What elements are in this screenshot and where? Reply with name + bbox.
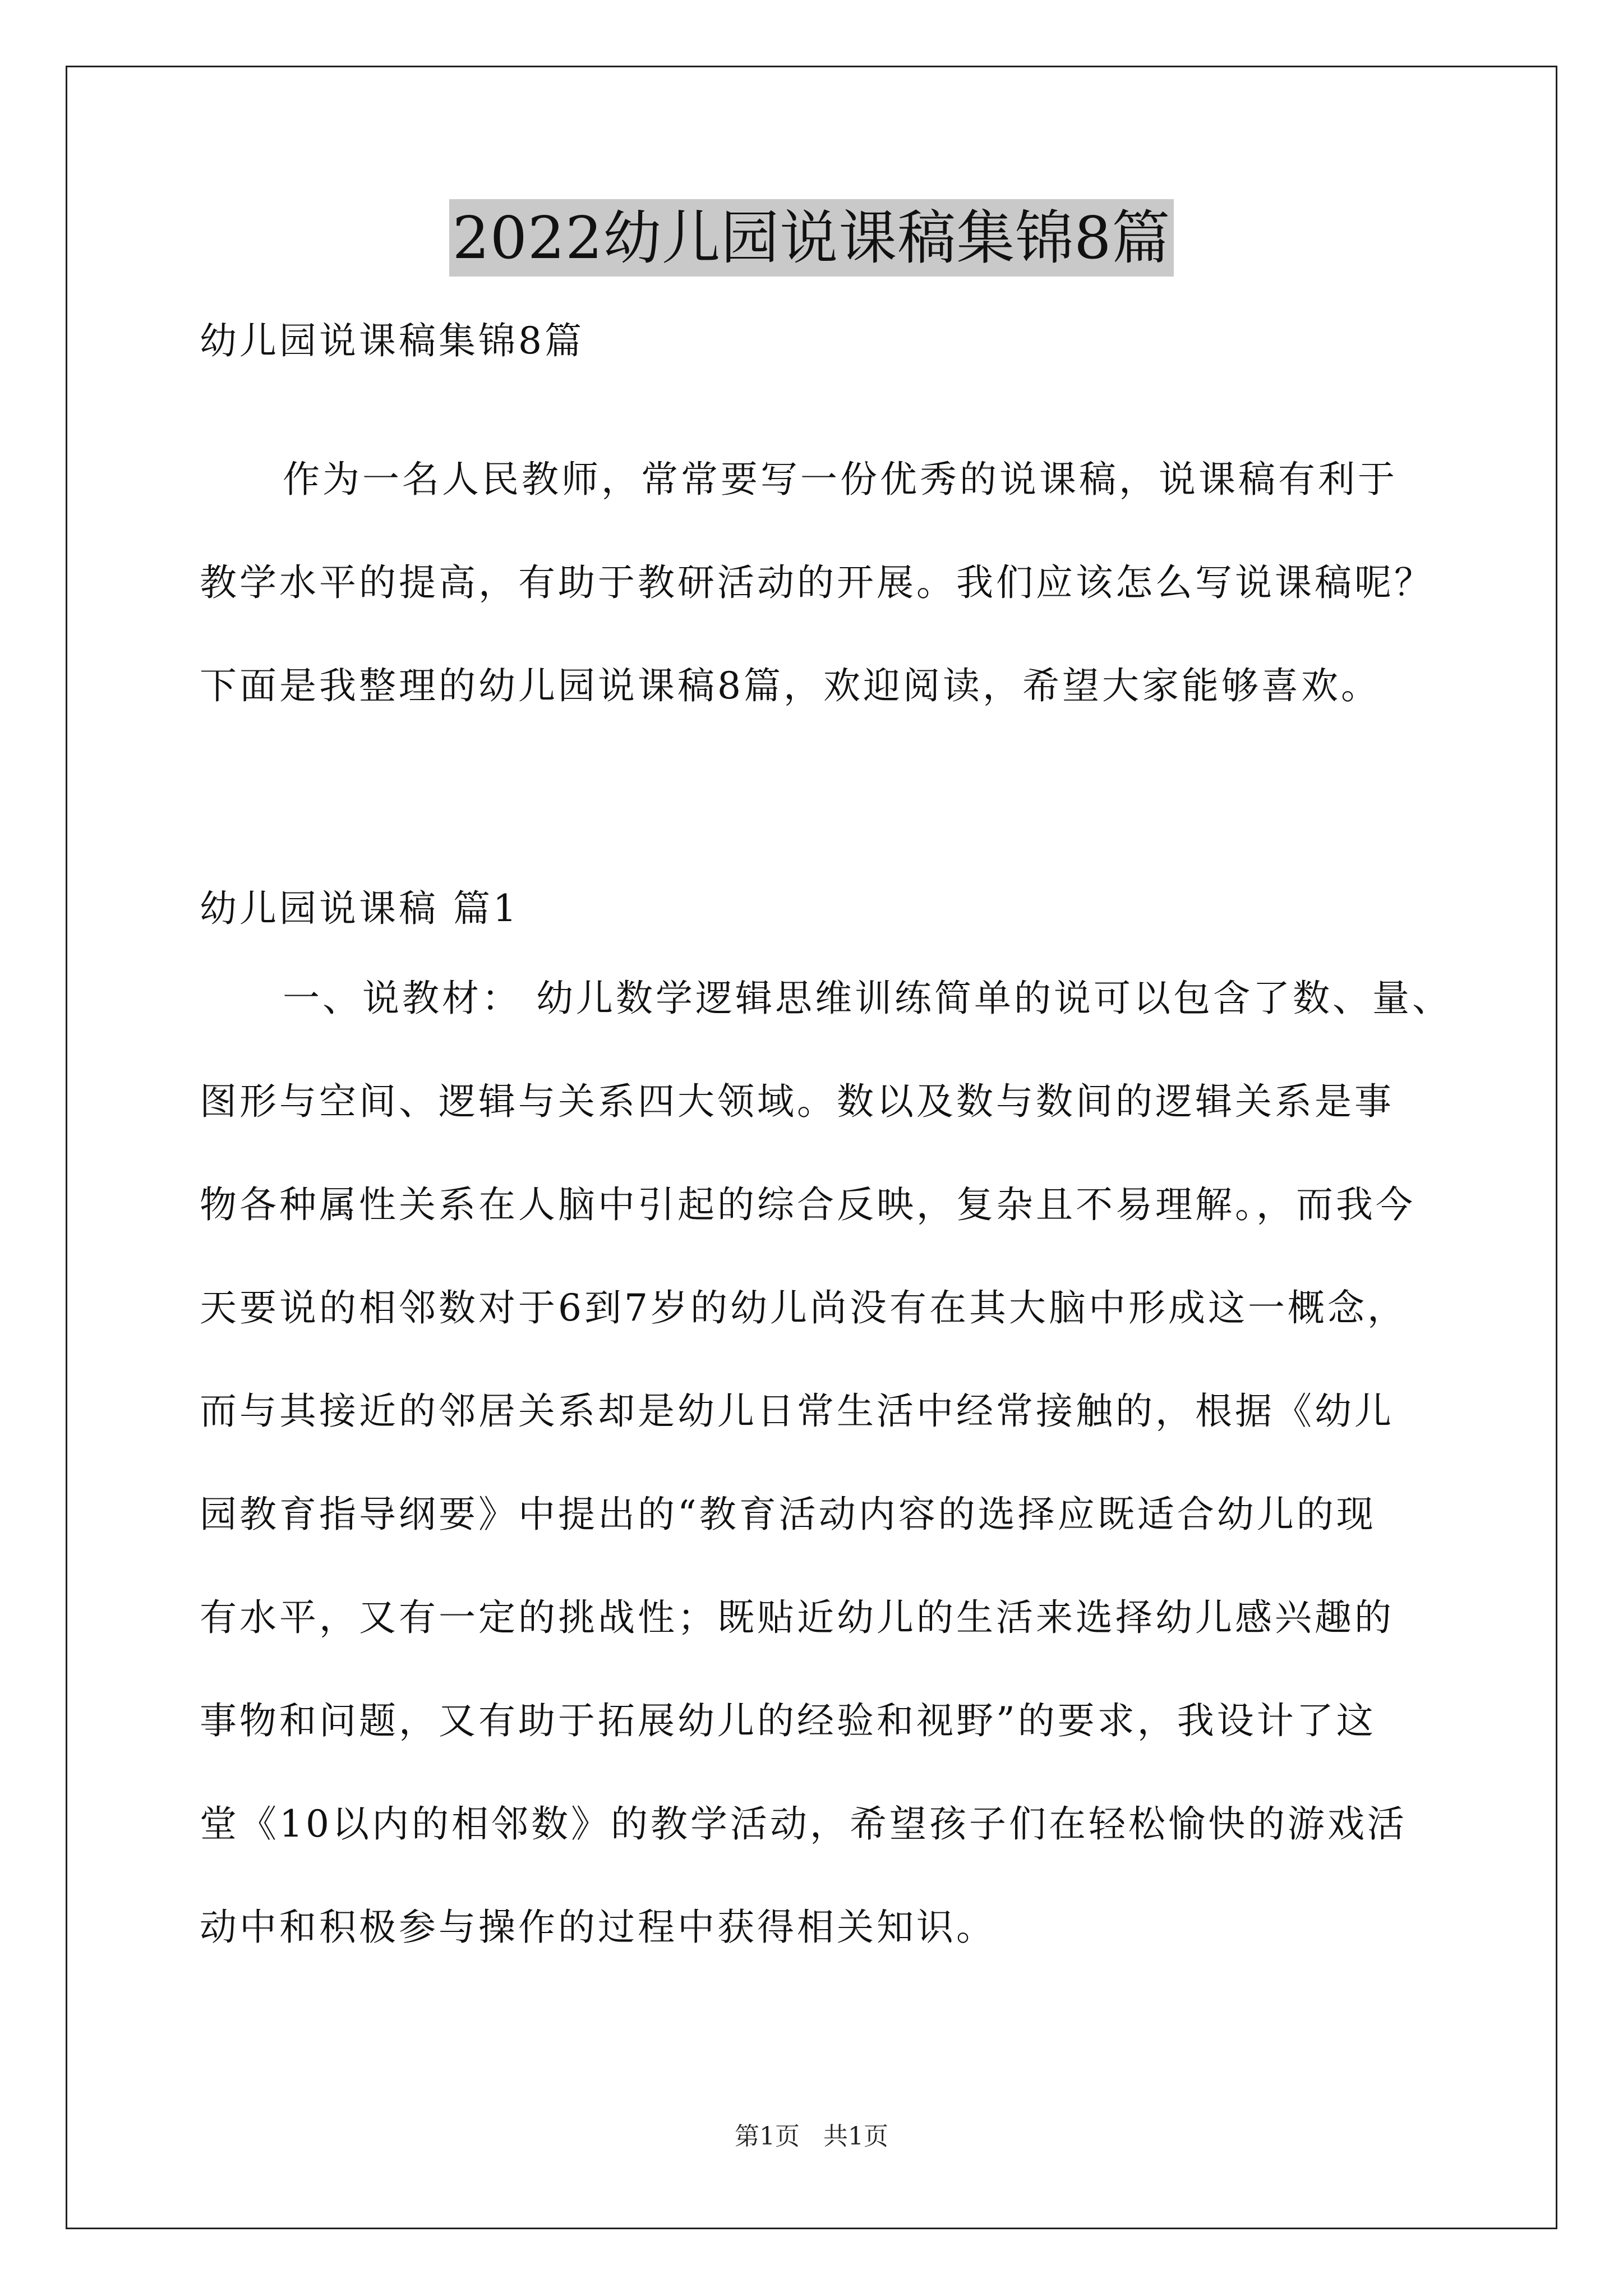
- intro-line: 教学水平的提高，有助于教研活动的开展。我们应该怎么写说课稿呢？: [200, 561, 1434, 604]
- intro-line: 下面是我整理的幼儿园说课稿8篇，欢迎阅读，希望大家能够喜欢。: [200, 664, 1381, 707]
- section-line: 天要说的相邻数对于6到7岁的幼儿尚没有在其大脑中形成这一概念，: [200, 1286, 1407, 1329]
- document-subtitle: 幼儿园说课稿集锦8篇: [200, 319, 584, 362]
- section-line: 图形与空间、逻辑与关系四大领域。数以及数与数间的逻辑关系是事: [200, 1080, 1394, 1123]
- section-line: 而与其接近的邻居关系却是幼儿日常生活中经常接触的，根据《幼儿: [200, 1389, 1394, 1433]
- section-line: 有水平，又有一定的挑战性；既贴近幼儿的生活来选择幼儿感兴趣的: [200, 1596, 1394, 1639]
- title-container: [0, 199, 1623, 277]
- intro-line: 作为一名人民教师，常常要写一份优秀的说课稿，说课稿有利于: [283, 458, 1398, 501]
- section-line: 物各种属性关系在人脑中引起的综合反映，复杂且不易理解。，而我今: [200, 1183, 1415, 1226]
- section-line: 堂《10以内的相邻数》的教学活动，希望孩子们在轻松愉快的游戏活: [200, 1802, 1407, 1846]
- intro-paragraph: [200, 454, 1450, 764]
- section-line: 园教育指导纲要》中提出的“教育活动内容的选择应既适合幼儿的现: [200, 1493, 1376, 1536]
- section-line: 动中和积极参与操作的过程中获得相关知识。: [200, 1906, 996, 1949]
- section-line: 事物和问题，又有助于拓展幼儿的经验和视野”的要求，我设计了这: [200, 1699, 1376, 1742]
- section-paragraph: [200, 973, 1450, 2005]
- document-title: 2022幼儿园说课稿集锦8篇: [449, 199, 1174, 277]
- section-line: 一、说教材： 幼儿数学逻辑思维训练简单的说可以包含了数、量、: [283, 977, 1452, 1020]
- section-heading: 幼儿园说课稿 篇1: [200, 887, 519, 930]
- page-footer: 第1页 共1页: [735, 2122, 888, 2151]
